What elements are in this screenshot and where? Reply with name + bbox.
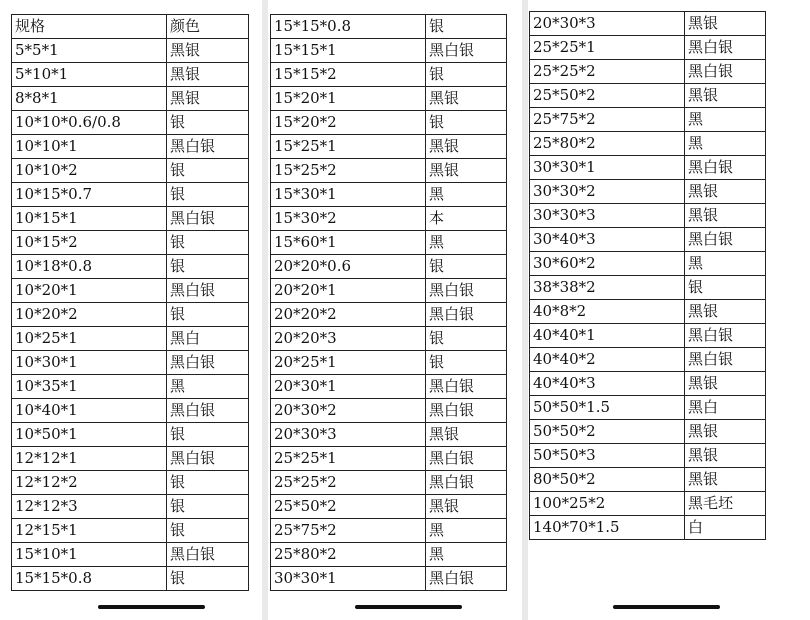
- home-indicator: [98, 605, 205, 609]
- color-cell: 黑白银: [685, 324, 766, 348]
- table-row: [530, 348, 766, 372]
- screenshot-panel-3: [528, 0, 810, 620]
- color-cell: 银: [167, 471, 249, 495]
- color-cell: 黑: [685, 252, 766, 276]
- color-cell: 黑白银: [426, 447, 507, 471]
- spec-cell: 15*25*2: [271, 159, 426, 183]
- color-cell: 黑白银: [167, 135, 249, 159]
- table-row: [271, 471, 507, 495]
- spec-cell: 50*50*3: [530, 444, 685, 468]
- table-row: [271, 519, 507, 543]
- table-row: [271, 327, 507, 351]
- color-cell: 黑: [426, 231, 507, 255]
- color-cell: 黑白银: [426, 39, 507, 63]
- table-row: [530, 60, 766, 84]
- table-row: [12, 111, 249, 135]
- spec-cell: 10*25*1: [12, 327, 167, 351]
- table-row: [12, 447, 249, 471]
- table-row: [12, 279, 249, 303]
- table-row: [12, 87, 249, 111]
- color-cell: 黑白银: [426, 279, 507, 303]
- table-row: [271, 495, 507, 519]
- spec-cell: 30*40*3: [530, 228, 685, 252]
- color-cell: 黑银: [426, 423, 507, 447]
- color-cell: 黑白银: [167, 279, 249, 303]
- color-cell: 黑银: [685, 444, 766, 468]
- color-cell: 银: [426, 351, 507, 375]
- table-row: [271, 111, 507, 135]
- spec-cell: 20*30*2: [271, 399, 426, 423]
- table-row: [530, 396, 766, 420]
- table-row: [530, 516, 766, 540]
- table-row: [271, 543, 507, 567]
- spec-cell: 20*30*1: [271, 375, 426, 399]
- spec-cell: 20*30*3: [271, 423, 426, 447]
- color-cell: 黑: [685, 132, 766, 156]
- color-cell: 黑银: [167, 39, 249, 63]
- table-row: [12, 207, 249, 231]
- color-cell: 黑白银: [685, 60, 766, 84]
- color-cell: 黑银: [685, 12, 766, 36]
- color-cell: 黑白银: [426, 399, 507, 423]
- table-row: [530, 36, 766, 60]
- table-row: [530, 276, 766, 300]
- color-cell: 黑: [426, 183, 507, 207]
- color-cell: 黑银: [685, 84, 766, 108]
- color-cell: 银: [426, 327, 507, 351]
- color-cell: 黑银: [426, 495, 507, 519]
- spec-cell: 40*40*3: [530, 372, 685, 396]
- color-cell: 银: [167, 255, 249, 279]
- color-cell: 银: [426, 111, 507, 135]
- table-row: [271, 39, 507, 63]
- color-cell: 黑银: [685, 204, 766, 228]
- color-cell: 黑白银: [426, 471, 507, 495]
- color-cell: 黑白银: [426, 303, 507, 327]
- spec-cell: 10*20*2: [12, 303, 167, 327]
- color-cell: 银: [167, 159, 249, 183]
- spec-cell: 5*5*1: [12, 39, 167, 63]
- table-row: [530, 492, 766, 516]
- spec-cell: 15*15*0.8: [271, 15, 426, 39]
- spec-cell: 5*10*1: [12, 63, 167, 87]
- spec-cell: 20*25*1: [271, 351, 426, 375]
- spec-cell: 100*25*2: [530, 492, 685, 516]
- spec-cell: 10*15*0.7: [12, 183, 167, 207]
- spec-cell: 15*15*2: [271, 63, 426, 87]
- spec-cell: 8*8*1: [12, 87, 167, 111]
- color-cell: 黑白银: [685, 348, 766, 372]
- color-cell: 银: [167, 495, 249, 519]
- color-cell: 黑银: [685, 180, 766, 204]
- color-cell: 银: [426, 63, 507, 87]
- table-row: [12, 375, 249, 399]
- spec-cell: 50*50*2: [530, 420, 685, 444]
- table-row: [271, 375, 507, 399]
- table-row: [12, 303, 249, 327]
- spec-cell: 50*50*1.5: [530, 396, 685, 420]
- table-row: [530, 444, 766, 468]
- spec-cell: 20*20*1: [271, 279, 426, 303]
- table-row: [530, 132, 766, 156]
- home-indicator: [613, 605, 720, 609]
- table-row: [530, 252, 766, 276]
- spec-cell: 12*12*1: [12, 447, 167, 471]
- spec-cell: 80*50*2: [530, 468, 685, 492]
- table-row: [271, 183, 507, 207]
- table-row: [12, 39, 249, 63]
- color-cell: 黑白: [685, 396, 766, 420]
- color-cell: 本: [426, 207, 507, 231]
- table-row: [12, 183, 249, 207]
- table-row: [271, 351, 507, 375]
- spec-cell: 25*50*2: [530, 84, 685, 108]
- spec-cell: 30*30*3: [530, 204, 685, 228]
- color-cell: 银: [685, 276, 766, 300]
- color-cell: 黑白: [167, 327, 249, 351]
- table-row: [12, 519, 249, 543]
- spec-cell: 10*50*1: [12, 423, 167, 447]
- spec-cell: 15*20*2: [271, 111, 426, 135]
- color-cell: 黑银: [685, 372, 766, 396]
- home-indicator: [355, 605, 462, 609]
- spec-cell: 10*40*1: [12, 399, 167, 423]
- spec-cell: 10*10*1: [12, 135, 167, 159]
- spec-cell: 25*25*2: [530, 60, 685, 84]
- color-cell: 黑银: [167, 63, 249, 87]
- spec-cell: 40*8*2: [530, 300, 685, 324]
- spec-cell: 25*50*2: [271, 495, 426, 519]
- color-cell: 黑银: [426, 87, 507, 111]
- spec-cell: 25*25*1: [530, 36, 685, 60]
- spec-cell: 25*80*2: [271, 543, 426, 567]
- color-cell: 黑银: [167, 87, 249, 111]
- table-row: [12, 231, 249, 255]
- color-cell: 银: [167, 303, 249, 327]
- spec-cell: 15*15*1: [271, 39, 426, 63]
- color-cell: 银: [167, 183, 249, 207]
- table-row: [12, 159, 249, 183]
- screenshot-panel-1: [0, 0, 262, 620]
- spec-cell: 25*80*2: [530, 132, 685, 156]
- spec-cell: 25*75*2: [271, 519, 426, 543]
- table-row: [271, 231, 507, 255]
- spec-cell: 30*30*2: [530, 180, 685, 204]
- table-row: [12, 135, 249, 159]
- spec-color-table-2: [270, 14, 507, 591]
- spec-cell: 30*60*2: [530, 252, 685, 276]
- color-cell: 银: [167, 519, 249, 543]
- spec-cell: 12*15*1: [12, 519, 167, 543]
- table-row: [530, 180, 766, 204]
- table-row: [271, 207, 507, 231]
- spec-cell: 40*40*2: [530, 348, 685, 372]
- spec-cell: 15*60*1: [271, 231, 426, 255]
- spec-cell: 12*12*3: [12, 495, 167, 519]
- table-row: [12, 567, 249, 591]
- spec-cell: 15*30*1: [271, 183, 426, 207]
- color-cell: 黑: [685, 108, 766, 132]
- spec-cell: 40*40*1: [530, 324, 685, 348]
- table-row: [271, 63, 507, 87]
- color-cell: 黑银: [685, 300, 766, 324]
- table-row: [12, 423, 249, 447]
- table-row: [530, 12, 766, 36]
- table-row: [271, 255, 507, 279]
- spec-cell: 10*30*1: [12, 351, 167, 375]
- color-cell: 黑白银: [167, 447, 249, 471]
- table-row: [12, 63, 249, 87]
- spec-cell: 10*18*0.8: [12, 255, 167, 279]
- table-row: [530, 156, 766, 180]
- spec-cell: 15*30*2: [271, 207, 426, 231]
- table-row: [271, 279, 507, 303]
- spec-color-table-1: [11, 14, 249, 591]
- color-cell: 黑: [426, 543, 507, 567]
- spec-cell: 15*10*1: [12, 543, 167, 567]
- table-row: [530, 468, 766, 492]
- table-row: [530, 420, 766, 444]
- spec-cell: 20*20*0.6: [271, 255, 426, 279]
- table-row: [530, 300, 766, 324]
- table-row: [530, 108, 766, 132]
- table-row: [530, 228, 766, 252]
- table-row: [530, 324, 766, 348]
- table-row: [12, 543, 249, 567]
- color-cell: 黑白银: [685, 228, 766, 252]
- spec-cell: 25*25*2: [271, 471, 426, 495]
- table-row: [530, 84, 766, 108]
- spec-cell: 10*35*1: [12, 375, 167, 399]
- table-header-row: [12, 15, 249, 39]
- table-row: [271, 87, 507, 111]
- spec-cell: 10*15*1: [12, 207, 167, 231]
- color-cell: 黑白银: [167, 351, 249, 375]
- color-cell: 黑银: [685, 468, 766, 492]
- color-cell: 黑白银: [685, 156, 766, 180]
- color-cell: 黑白银: [426, 567, 507, 591]
- color-cell: 黑白银: [167, 543, 249, 567]
- color-cell: 黑白银: [426, 375, 507, 399]
- header-spec: 规格: [12, 15, 167, 39]
- spec-cell: 38*38*2: [530, 276, 685, 300]
- color-cell: 银: [426, 15, 507, 39]
- spec-cell: 10*10*2: [12, 159, 167, 183]
- color-cell: 银: [167, 231, 249, 255]
- spec-cell: 20*20*2: [271, 303, 426, 327]
- table-row: [12, 495, 249, 519]
- color-cell: 黑白银: [167, 207, 249, 231]
- table-row: [271, 159, 507, 183]
- table-row: [271, 399, 507, 423]
- color-cell: 银: [426, 255, 507, 279]
- spec-cell: 20*20*3: [271, 327, 426, 351]
- table-row: [12, 255, 249, 279]
- color-cell: 黑银: [685, 420, 766, 444]
- table-row: [12, 351, 249, 375]
- spec-cell: 10*20*1: [12, 279, 167, 303]
- spec-cell: 30*30*1: [271, 567, 426, 591]
- spec-cell: 15*25*1: [271, 135, 426, 159]
- table-row: [530, 372, 766, 396]
- spec-cell: 12*12*2: [12, 471, 167, 495]
- table-row: [12, 327, 249, 351]
- spec-cell: 15*20*1: [271, 87, 426, 111]
- spec-cell: 10*10*0.6/0.8: [12, 111, 167, 135]
- spec-cell: 15*15*0.8: [12, 567, 167, 591]
- spec-cell: 30*30*1: [530, 156, 685, 180]
- color-cell: 黑毛坯: [685, 492, 766, 516]
- table-row: [271, 423, 507, 447]
- table-row: [530, 204, 766, 228]
- color-cell: 黑: [426, 519, 507, 543]
- color-cell: 黑白银: [167, 399, 249, 423]
- color-cell: 银: [167, 423, 249, 447]
- table-row: [271, 303, 507, 327]
- color-cell: 白: [685, 516, 766, 540]
- table-row: [271, 567, 507, 591]
- screenshot-panel-2: [268, 0, 522, 620]
- color-cell: 银: [167, 111, 249, 135]
- color-cell: 黑银: [426, 159, 507, 183]
- color-cell: 黑: [167, 375, 249, 399]
- color-cell: 银: [167, 567, 249, 591]
- color-cell: 黑银: [426, 135, 507, 159]
- table-row: [12, 399, 249, 423]
- table-row: [271, 135, 507, 159]
- table-row: [271, 15, 507, 39]
- spec-cell: 140*70*1.5: [530, 516, 685, 540]
- spec-color-table-3: [529, 11, 766, 540]
- spec-cell: 25*75*2: [530, 108, 685, 132]
- header-color: 颜色: [167, 15, 249, 39]
- spec-cell: 25*25*1: [271, 447, 426, 471]
- color-cell: 黑白银: [685, 36, 766, 60]
- table-row: [271, 447, 507, 471]
- spec-cell: 20*30*3: [530, 12, 685, 36]
- spec-cell: 10*15*2: [12, 231, 167, 255]
- table-row: [12, 471, 249, 495]
